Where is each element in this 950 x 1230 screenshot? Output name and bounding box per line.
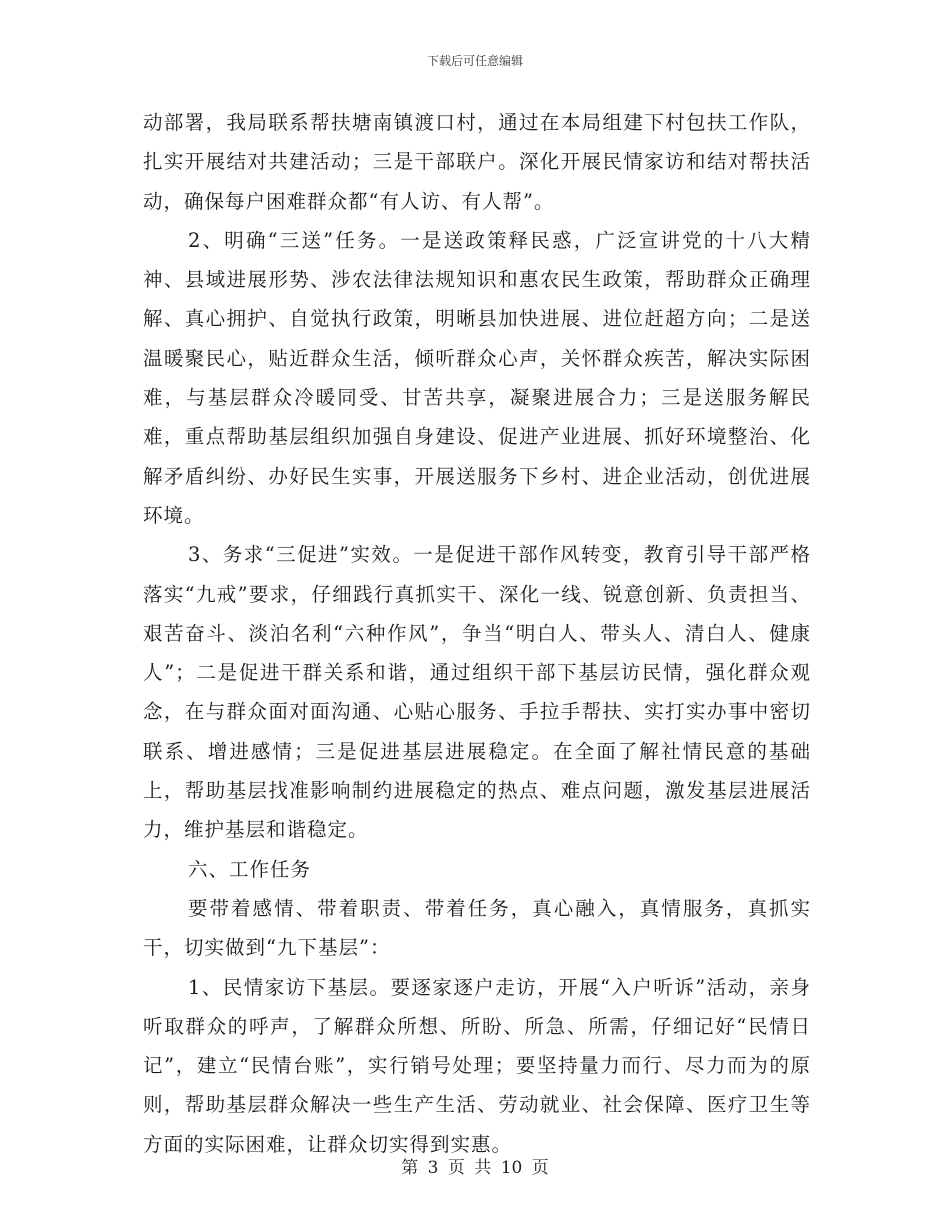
page-footer: 第 3 页 共 10 页	[401, 1158, 549, 1178]
paragraph-3: 3、务求“三促进”实效。一是促进干部作风转变，教育引导干部严格落实“九戒”要求，仔细践行真抓实干、深化一线、锐意创新、负责担当、艰苦奋斗、淡泊名利“六种作风”，争当“明白人、带头人、清白人、健康人”；二是促进干群关系和谐，通过组织干部下基层访民情，强化群众观念，在与群众面对面沟通、心贴心服务、手拉手帮扶、实打实办事中密切联系、增进感情；三是促进基层进展稳定。在全面了解社情民意的基础上，帮助基层找准影响制约进展稳定的热点、难点问题，激发基层进展活力，维护基层和谐稳定。	[143, 543, 811, 842]
paragraph-2: 2、明确“三送”任务。一是送政策释民惑，广泛宣讲党的十八大精神、县域进展形势、涉农法律法规知识和惠农民生政策，帮助群众正确理解、真心拥护、自觉执行政策，明晰县加快进展、进位赶超方向；二是送温暖聚民心，贴近群众生活，倾听群众心声，关怀群众疾苦，解决实际困难，与基层群众冷暖同受、甘苦共享，凝聚进展合力；三是送服务解民难，重点帮助基层组织加强自身建设、促进产业进展、抓好环境整治、化解矛盾纠纷、办好民生实事，开展送服务下乡村、进企业活动，创优进展环境。	[143, 228, 811, 527]
document-body	[143, 103, 811, 1164]
paragraph-4: 要带着感情、带着职责、带着任务，真心融入，真情服务，真抓实干，切实做到“九下基层”：	[143, 896, 811, 960]
paragraph-5: 1、民情家访下基层。要逐家逐户走访，开展“入户听诉”活动，亲身听取群众的呼声，了解群众所想、所盼、所急、所需，仔细记好“民情日记”，建立“民情台账”，实行销号处理；要坚持量力而行、尽力而为的原则，帮助基层群众解决一些生产生活、劳动就业、社会保障、医疗卫生等方面的实际困难，让群众切实得到实惠。	[143, 975, 811, 1156]
paragraph-1: 动部署，我局联系帮扶塘南镇渡口村，通过在本局组建下村包扶工作队，扎实开展结对共建活动；三是干部联户。深化开展民情家访和结对帮扶活动，确保每户困难群众都“有人访、有人帮”。	[143, 111, 811, 213]
page-header: 下载后可任意编辑	[426, 54, 523, 68]
section-heading: 六、工作任务	[188, 857, 312, 881]
